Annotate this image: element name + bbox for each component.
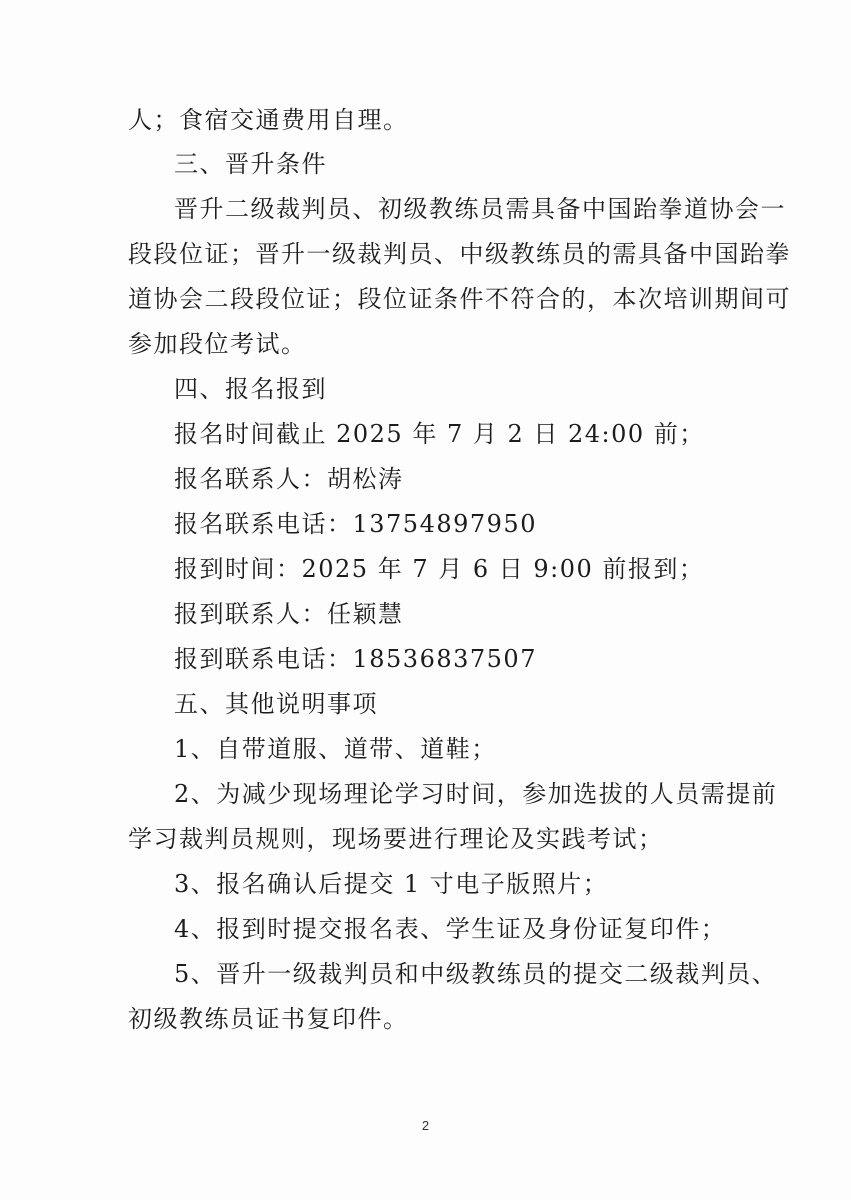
text-line: 段段位证；晋升一级裁判员、中级教练员的需具备中国跆拳 [128,240,791,268]
text-line: 初级教练员证书复印件。 [128,1005,409,1033]
section-heading: 五、其他说明事项 [174,690,378,718]
section-heading: 三、晋升条件 [174,150,327,178]
text-line: 报名联系电话：13754897950 [174,510,537,538]
text-line: 道协会二段段位证；段位证条件不符合的，本次培训期间可 [128,285,791,313]
text-line: 5、晋升一级裁判员和中级教练员的提交二级裁判员、 [174,960,778,988]
text-line: 参加段位考试。 [128,330,307,358]
text-line: 2、为减少现场理论学习时间，参加选拔的人员需提前 [174,780,778,808]
text-line: 1、自带道服、道带、道鞋； [174,735,497,763]
text-line: 报名联系人：胡松涛 [174,465,404,493]
text-line: 报到联系电话：18536837507 [174,645,537,673]
page-number: 2 [421,1118,430,1133]
text-line: 晋升二级裁判员、初级教练员需具备中国跆拳道协会一 [174,195,786,223]
text-line: 学习裁判员规则，现场要进行理论及实践考试； [128,825,664,853]
text-line: 报到时间：2025 年 7 月 6 日 9:00 前报到； [174,555,705,583]
text-line: 3、报名确认后提交 1 寸电子版照片； [174,870,609,898]
text-line: 人；食宿交通费用自理。 [128,106,409,134]
section-heading: 四、报名报到 [174,375,327,403]
text-line: 4、报到时提交报名表、学生证及身份证复印件； [174,915,727,943]
text-line: 报到联系人：任颖慧 [174,600,404,628]
text-line: 报名时间截止 2025 年 7 月 2 日 24:00 前； [174,420,705,448]
